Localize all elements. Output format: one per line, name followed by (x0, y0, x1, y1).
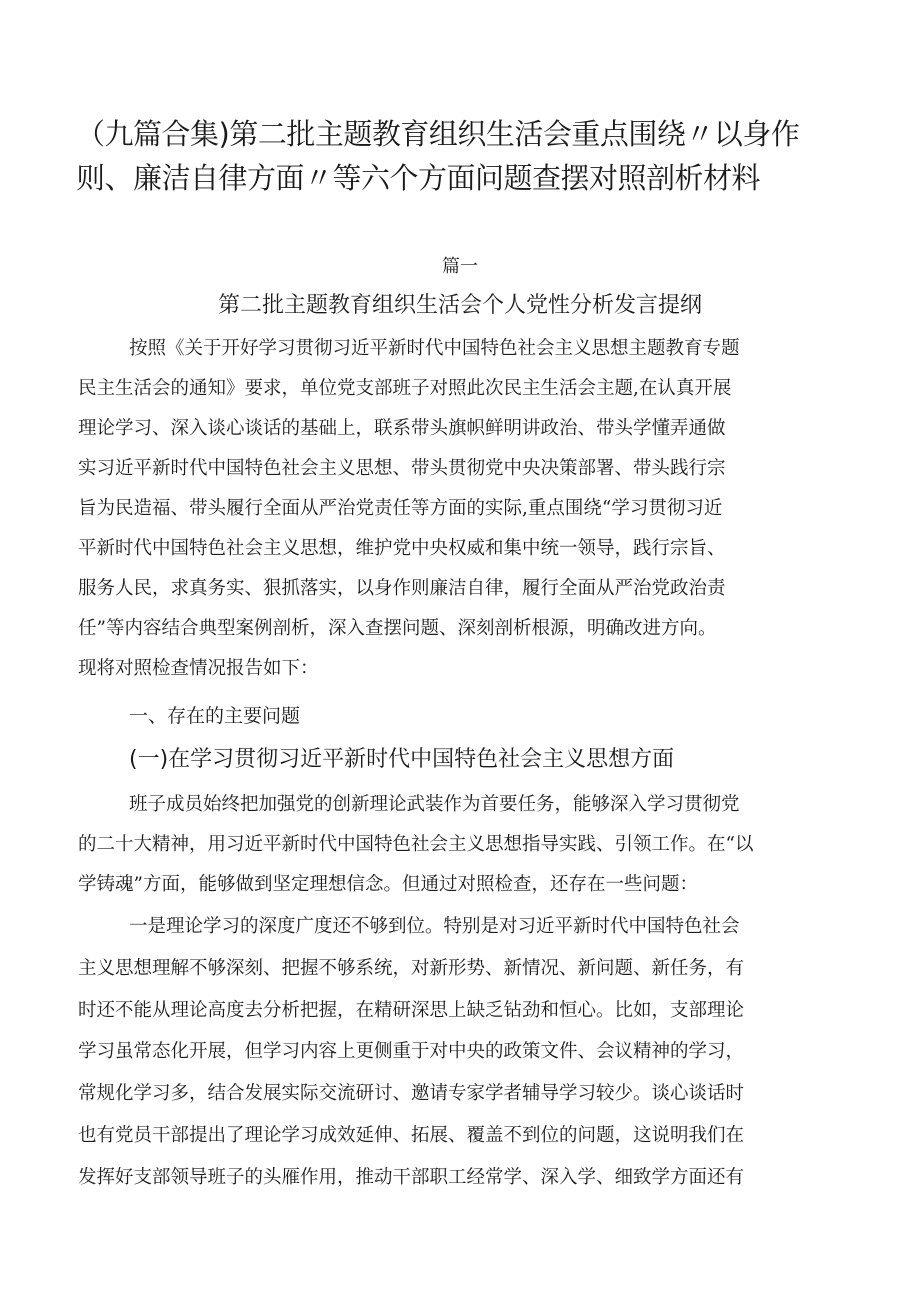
paragraph-line: 主义思想理解不够深刻、把握不够系统，对新形势、新情况、新问题、新任务，有 (78, 958, 745, 979)
section-heading: 一、存在的主要问题 (129, 705, 301, 727)
intro-line: 民主生活会的通知》要求，单位党支部班子对照此次民主生活会主题,在认真开展 (78, 378, 732, 399)
document-title (76, 112, 846, 200)
intro-line: 服务人民，求真务实、狠抓落实，以身作则廉洁自律，履行全面从严治党政治责 (78, 578, 726, 599)
document-title-line-1: （九篇合集)第二批主题教育组织生活会重点围绕〃以身作 (76, 117, 800, 151)
paragraph-line: 学铸魂”方面，能够做到坚定理想信念。但通过对照检查，还存在一些问题： (78, 874, 698, 895)
intro-line: 现将对照检查情况报告如下： (78, 658, 319, 679)
intro-line: 旨为民造福、带头履行全面从严治党责任等方面的实际,重点围绕“学习贯彻习近 (78, 498, 723, 519)
part-label: 篇一 (442, 256, 478, 277)
intro-line: 任”等内容结合典型案例剖析，深入查摆问题、深刻剖析根源，明确改进方向。 (78, 618, 717, 639)
intro-line: 实习近平新时代中国特色社会主义思想、带头贯彻党中央决策部署、带头践行宗 (78, 458, 726, 479)
paragraph-line: 一是理论学习的深度广度还不够到位。特别是对习近平新时代中国特色社会 (129, 916, 740, 937)
intro-line: 按照《关于开好学习贯彻习近平新时代中国特色社会主义思想主题教育专题 (129, 338, 740, 359)
paragraph-line: 发挥好支部领导班子的头雁作用，推动干部职工经常学、深入学、细致学方面还有 (78, 1167, 745, 1188)
paragraph-line: 班子成员始终把加强党的创新理论武装作为首要任务，能够深入学习贯彻党 (129, 794, 740, 815)
paragraph-line: 时还不能从理论高度去分析把握，在精研深思上缺乏钻劲和恒心。比如，支部理论 (78, 1000, 745, 1021)
document-title-line-2: 则、廉洁自律方面〃等六个方面问题查摆对照剖析材料 (76, 161, 761, 195)
paragraph-line: 常规化学习多，结合发展实际交流研讨、邀请专家学者辅导学习较少。谈心谈话时 (78, 1083, 745, 1104)
intro-line: 理论学习、深入谈心谈话的基础上，联系带头旗帜鲜明讲政治、带头学懂弄通做 (78, 418, 726, 439)
intro-line: 平新时代中国特色社会主义思想，维护党中央权威和集中统一领导，践行宗旨、 (78, 538, 726, 559)
part-heading: 第二批主题教育组织生活会个人党性分析发言提纲 (217, 293, 702, 318)
paragraph-line: 也有党员干部提出了理论学习成效延伸、拓展、覆盖不到位的问题，这说明我们在 (78, 1125, 745, 1146)
subsection-heading: (一)在学习贯彻习近平新时代中国特色社会主义思想方面 (129, 747, 675, 772)
paragraph-line: 的二十大精神，用习近平新时代中国特色社会主义思想指导实践、引领工作。在“以 (78, 834, 754, 855)
paragraph-line: 学习虽常态化开展，但学习内容上更侧重于对中央的政策文件、会议精神的学习， (78, 1041, 745, 1062)
